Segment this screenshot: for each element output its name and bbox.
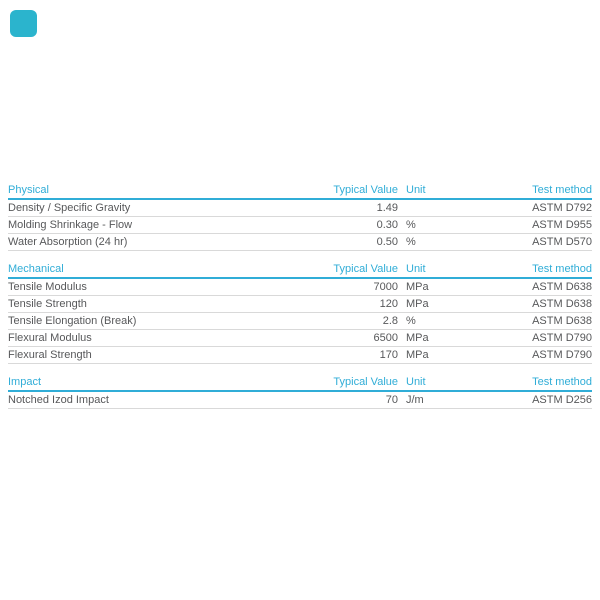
column-header-typical-value: Typical Value — [333, 184, 398, 196]
unit-cell: MPa — [406, 349, 429, 361]
method-cell: ASTM D570 — [532, 236, 592, 248]
property-datasheet — [8, 184, 592, 421]
column-header-test-method: Test method — [532, 263, 592, 275]
value-cell: 6500 — [373, 332, 398, 344]
method-cell: ASTM D256 — [532, 394, 592, 406]
table-row — [8, 279, 592, 296]
unit-cell: % — [406, 236, 416, 248]
column-header-unit: Unit — [406, 184, 426, 196]
property-cell: Tensile Modulus — [8, 281, 87, 293]
table-row — [8, 234, 592, 251]
section-physical — [8, 184, 592, 251]
unit-cell: J/m — [406, 394, 424, 406]
table-row — [8, 330, 592, 347]
value-cell: 0.50 — [376, 236, 398, 248]
unit-cell: MPa — [406, 298, 429, 310]
method-cell: ASTM D792 — [532, 202, 592, 214]
section-impact — [8, 376, 592, 409]
method-cell: ASTM D790 — [532, 349, 592, 361]
property-cell: Flexural Strength — [8, 349, 92, 361]
table-row — [8, 200, 592, 217]
section-header-row — [8, 263, 592, 279]
property-cell: Density / Specific Gravity — [8, 202, 131, 214]
table-row — [8, 392, 592, 409]
table-row — [8, 296, 592, 313]
section-title: Impact — [8, 376, 42, 388]
property-cell: Notched Izod Impact — [8, 394, 109, 406]
method-cell: ASTM D638 — [532, 298, 592, 310]
property-cell: Molding Shrinkage - Flow — [8, 219, 133, 231]
column-header-unit: Unit — [406, 263, 426, 275]
value-cell: 0.30 — [376, 219, 398, 231]
column-header-typical-value: Typical Value — [333, 376, 398, 388]
method-cell: ASTM D790 — [532, 332, 592, 344]
method-cell: ASTM D638 — [532, 281, 592, 293]
section-title: Physical — [8, 184, 49, 196]
property-cell: Tensile Elongation (Break) — [8, 315, 137, 327]
property-cell: Flexural Modulus — [8, 332, 92, 344]
column-header-unit: Unit — [406, 376, 426, 388]
value-cell: 70 — [385, 394, 398, 406]
column-header-test-method: Test method — [532, 184, 592, 196]
property-cell: Tensile Strength — [8, 298, 87, 310]
unit-cell: MPa — [406, 281, 429, 293]
section-header-row — [8, 184, 592, 200]
value-cell: 170 — [379, 349, 398, 361]
table-row — [8, 347, 592, 364]
property-cell: Water Absorption (24 hr) — [8, 236, 128, 248]
column-header-typical-value: Typical Value — [333, 263, 398, 275]
table-row — [8, 313, 592, 330]
value-cell: 120 — [379, 298, 398, 310]
section-header-row — [8, 376, 592, 392]
value-cell: 7000 — [373, 281, 398, 293]
method-cell: ASTM D955 — [532, 219, 592, 231]
table-row — [8, 217, 592, 234]
method-cell: ASTM D638 — [532, 315, 592, 327]
unit-cell: MPa — [406, 332, 429, 344]
unit-cell: % — [406, 315, 416, 327]
column-header-test-method: Test method — [532, 376, 592, 388]
value-cell: 2.8 — [382, 315, 398, 327]
section-mechanical — [8, 263, 592, 364]
section-title: Mechanical — [8, 263, 64, 275]
brand-logo — [10, 10, 37, 37]
unit-cell: % — [406, 219, 416, 231]
value-cell: 1.49 — [376, 202, 398, 214]
